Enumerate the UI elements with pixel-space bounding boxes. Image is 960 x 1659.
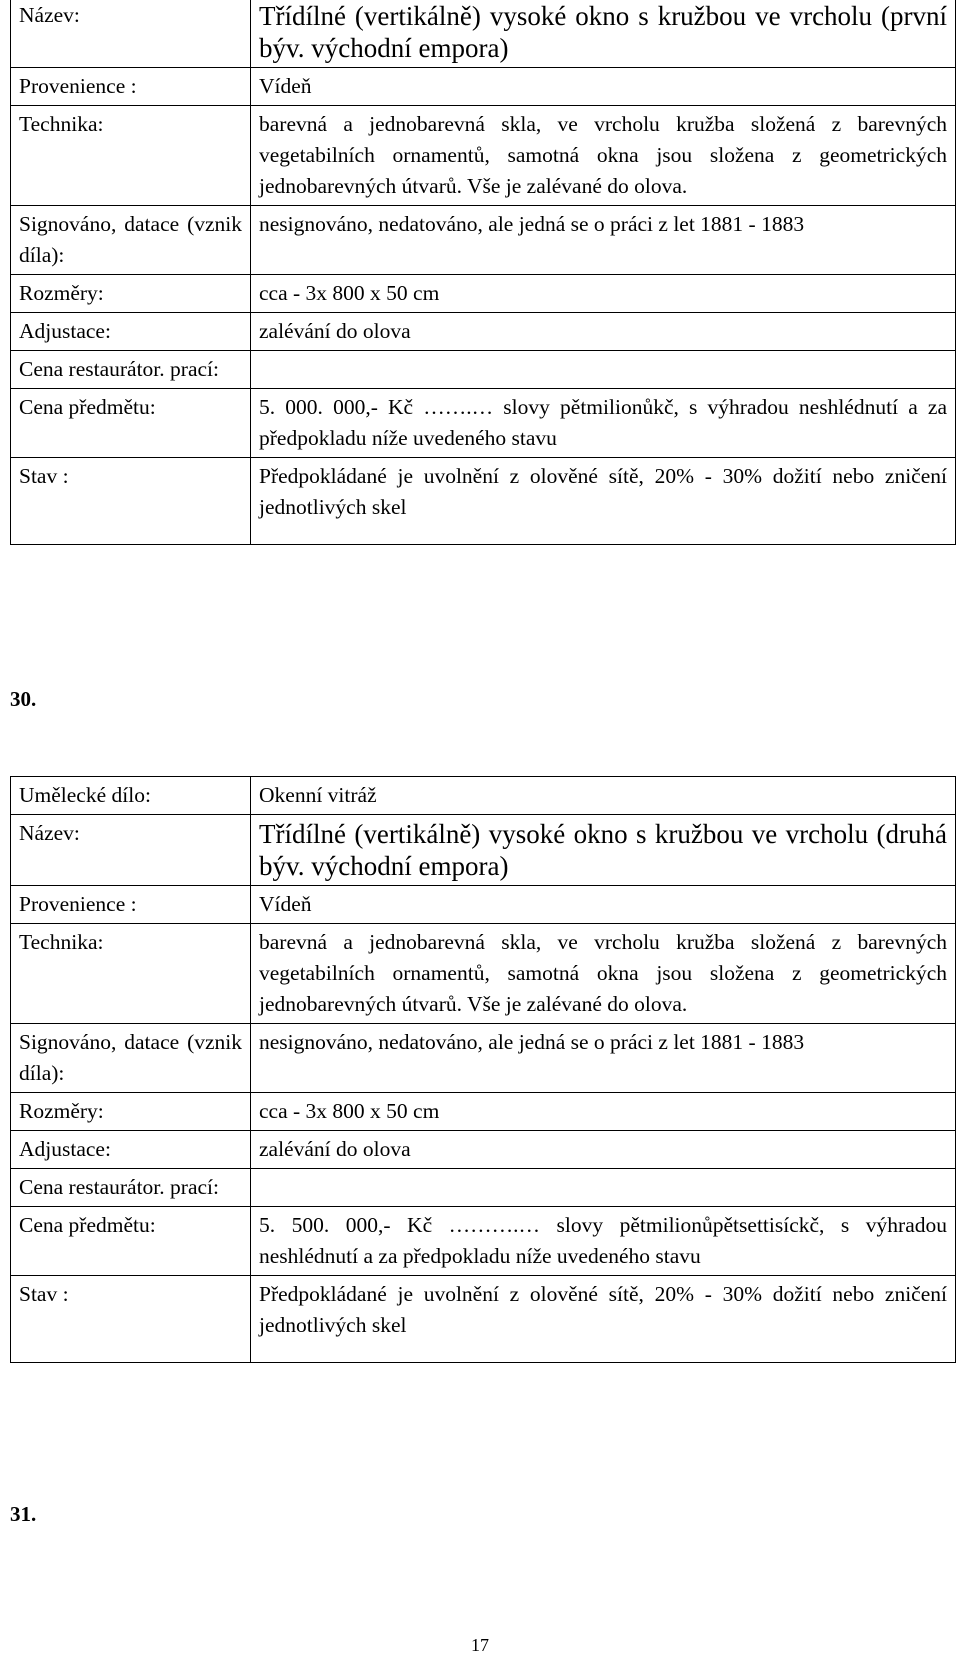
label-signovano: Signováno, datace (vznik díla): xyxy=(11,1024,251,1093)
row-technika xyxy=(11,924,956,1024)
value-cena-restaurator xyxy=(251,351,956,389)
value-signovano: nesignováno, nedatováno, ale jedná se o práci z let 1881 - 1883 xyxy=(251,206,956,275)
label-cena-restaurator: Cena restaurátor. prací: xyxy=(11,351,251,389)
value-provenience: Vídeň xyxy=(251,68,956,106)
label-provenience: Provenience : xyxy=(11,68,251,106)
label-rozmery: Rozměry: xyxy=(11,1093,251,1131)
label-stav: Stav : xyxy=(11,458,251,545)
value-cena-predmetu: 5. 000. 000,- Kč …….… slovy pětmilionůkč, s výhradou neshlédnutí a za předpokladu níže uvedeného stavu xyxy=(251,389,956,458)
row-technika xyxy=(11,106,956,206)
label-technika: Technika: xyxy=(11,924,251,1024)
row-signovano xyxy=(11,1024,956,1093)
label-nazev: Název: xyxy=(11,815,251,886)
label-stav: Stav : xyxy=(11,1276,251,1363)
value-cena-predmetu: 5. 500. 000,- Kč ……….… slovy pětmilionůpětsettisíckč, s výhradou neshlédnutí a za předpokladu níže uvedeného stavu xyxy=(251,1207,956,1276)
value-umelecke-dilo: Okenní vitráž xyxy=(251,777,956,815)
row-signovano xyxy=(11,206,956,275)
row-cena-predmetu xyxy=(11,1207,956,1276)
row-adjustace xyxy=(11,1131,956,1169)
item-number: 30. xyxy=(10,687,37,711)
page-number: 17 xyxy=(471,1635,489,1655)
label-cena-restaurator: Cena restaurátor. prací: xyxy=(11,1169,251,1207)
value-technika: barevná a jednobarevná skla, ve vrcholu kružba složená z barevných vegetabilních ornamentů, samotná okna jsou složena z geometrických jednobarevných útvarů. Vše je zalévané do olova. xyxy=(251,106,956,206)
value-rozmery: cca - 3x 800 x 50 cm xyxy=(251,275,956,313)
value-cena-restaurator xyxy=(251,1169,956,1207)
label-rozmery: Rozměry: xyxy=(11,275,251,313)
value-adjustace: zalévání do olova xyxy=(251,1131,956,1169)
row-provenience xyxy=(11,886,956,924)
row-rozmery xyxy=(11,1093,956,1131)
label-adjustace: Adjustace: xyxy=(11,313,251,351)
value-stav: Předpokládané je uvolnění z olověné sítě, 20% - 30% dožití nebo zničení jednotlivých skel xyxy=(251,458,956,545)
record-table-a xyxy=(10,0,956,545)
value-stav: Předpokládané je uvolnění z olověné sítě, 20% - 30% dožití nebo zničení jednotlivých skel xyxy=(251,1276,956,1363)
label-cena-predmetu: Cena předmětu: xyxy=(11,389,251,458)
label-nazev: Název: xyxy=(11,0,251,68)
label-cena-predmetu: Cena předmětu: xyxy=(11,1207,251,1276)
record-table-b xyxy=(10,776,956,1363)
value-adjustace: zalévání do olova xyxy=(251,313,956,351)
value-nazev: Třídílné (vertikálně) vysoké okno s kružbou ve vrcholu (první býv. východní empora) xyxy=(251,0,956,68)
row-cena-restaurator xyxy=(11,1169,956,1207)
label-umelecke-dilo: Umělecké dílo: xyxy=(11,777,251,815)
row-nazev xyxy=(11,815,956,886)
row-rozmery xyxy=(11,275,956,313)
row-stav xyxy=(11,458,956,545)
label-provenience: Provenience : xyxy=(11,886,251,924)
value-technika: barevná a jednobarevná skla, ve vrcholu kružba složená z barevných vegetabilních ornamentů, samotná okna jsou složena z geometrických jednobarevných útvarů. Vše je zalévané do olova. xyxy=(251,924,956,1024)
value-provenience: Vídeň xyxy=(251,886,956,924)
row-stav xyxy=(11,1276,956,1363)
row-umelecke-dilo xyxy=(11,777,956,815)
item-number: 31. xyxy=(10,1502,37,1526)
label-technika: Technika: xyxy=(11,106,251,206)
row-cena-predmetu xyxy=(11,389,956,458)
row-cena-restaurator xyxy=(11,351,956,389)
value-rozmery: cca - 3x 800 x 50 cm xyxy=(251,1093,956,1131)
value-nazev: Třídílné (vertikálně) vysoké okno s kružbou ve vrcholu (druhá býv. východní empora) xyxy=(251,815,956,886)
label-signovano: Signováno, datace (vznik díla): xyxy=(11,206,251,275)
row-provenience xyxy=(11,68,956,106)
row-nazev xyxy=(11,0,956,68)
value-signovano: nesignováno, nedatováno, ale jedná se o práci z let 1881 - 1883 xyxy=(251,1024,956,1093)
row-adjustace xyxy=(11,313,956,351)
label-adjustace: Adjustace: xyxy=(11,1131,251,1169)
